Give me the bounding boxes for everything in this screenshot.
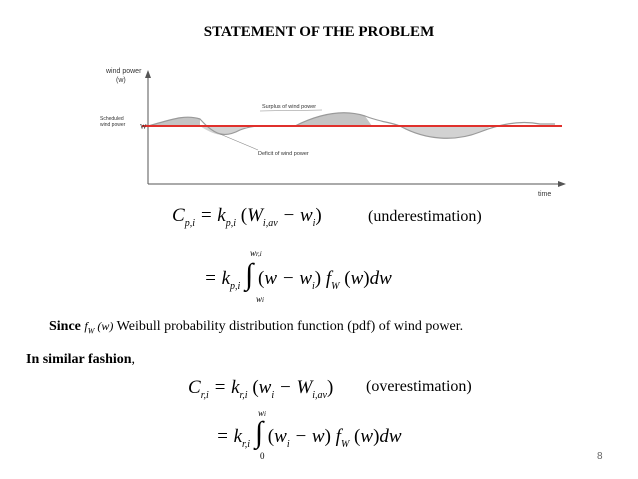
deficit-leader-line (220, 134, 258, 150)
y-axis-arrow-icon (145, 70, 151, 78)
x-axis-label: time (538, 191, 552, 198)
equation-overestimation: $C_{r,i} = k_{r,i}$ $(w_i - W_{i,av})$ (188, 377, 334, 401)
similar-bold: In similar fashion (26, 352, 132, 367)
surplus-leader-line (260, 110, 322, 111)
scheduled-label: Scheduled wind power (100, 116, 126, 128)
since-bold: Since (49, 319, 81, 334)
page-number: 8 (597, 451, 603, 462)
equation-underestimation-integral: = $k_{p,i}$ ∫ $(w - w_i)$ $f_W$ (w)dw (204, 258, 392, 292)
y-axis-label-line1: wind power (106, 68, 142, 75)
underestimation-label: (underestimation) (368, 208, 482, 225)
similar-comma: , (131, 352, 136, 367)
deficit-label: Deficit of wind power (258, 151, 309, 157)
since-sentence (49, 319, 463, 335)
equation-overestimation-integral: = $k_{r,i}$ ∫ $(w_i - w)$ $f_W$ (w)dw (216, 416, 402, 450)
integral2-upper-limit: wi (258, 408, 266, 418)
equation-underestimation: $C_{p,i} = k_{p,i}$ $(W_{i,av} - w_i)$ (172, 205, 322, 229)
wind-power-diagram (100, 64, 570, 202)
surplus-label: Surplus of wind power (262, 104, 317, 110)
pdf-symbol: $f_W$ (w) (84, 319, 114, 336)
overestimation-label: (overestimation) (366, 378, 472, 395)
since-rest: Weibull probability distribution function (pdf) of wind power. (116, 319, 464, 334)
deficit-area (200, 126, 248, 135)
y-axis-label (105, 68, 143, 84)
x-axis-arrow-icon (558, 181, 566, 187)
y-axis-label-line2: (w) (116, 77, 126, 84)
scheduled-symbol: W (140, 123, 147, 131)
integral-upper-limit: wr,i (250, 248, 262, 258)
integral2-lower-limit: 0 (260, 451, 265, 461)
integral-sign: ∫ (254, 416, 264, 449)
integral-sign: ∫ (245, 258, 254, 291)
similar-fashion-line (26, 352, 135, 368)
integral-lower-limit: wi (256, 294, 264, 304)
slide-title: STATEMENT OF THE PROBLEM (203, 24, 435, 40)
